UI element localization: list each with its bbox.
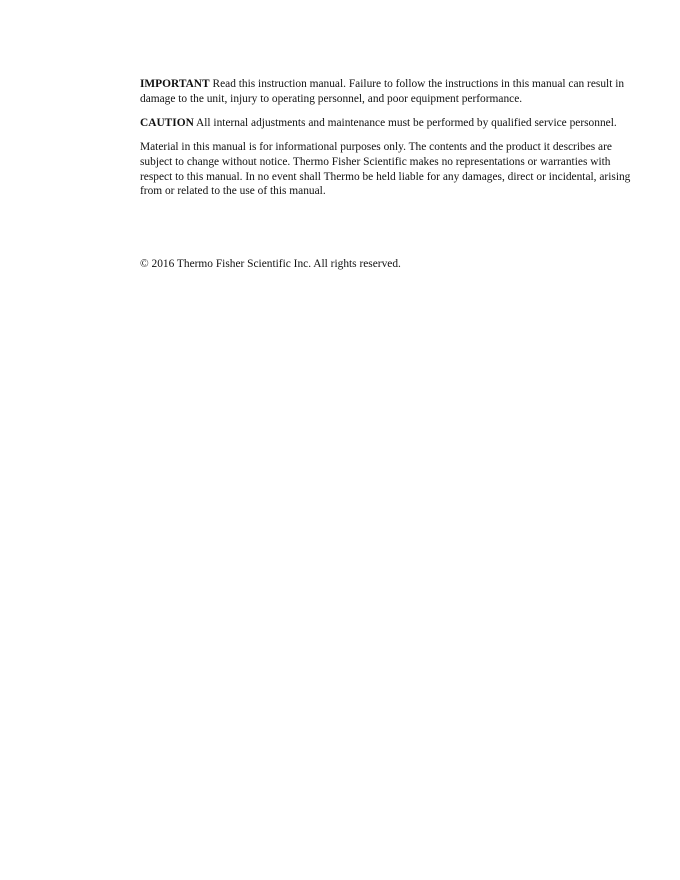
copyright-text: © 2016 Thermo Fisher Scientific Inc. All rights reserved. bbox=[140, 258, 401, 270]
important-notice bbox=[140, 77, 632, 107]
material-disclaimer bbox=[140, 140, 632, 199]
caution-text: All internal adjustments and maintenance must be performed by qualified service personnel. bbox=[196, 117, 617, 129]
copyright-notice bbox=[140, 257, 632, 272]
important-label: IMPORTANT bbox=[140, 78, 210, 90]
caution-notice bbox=[140, 116, 632, 131]
caution-label: CAUTION bbox=[140, 117, 194, 129]
important-text: Read this instruction manual. Failure to follow the instructions in this manual can result in damage to the unit, injury to operating personnel, and poor equipment performance. bbox=[140, 78, 625, 105]
material-text: Material in this manual is for informational purposes only. The contents and the product it describes are subject to change without notice. Thermo Fisher Scientific makes no representations or warranties with respect to this manual. In no event shall Thermo be held liable for any damages, direct or incidental, arising from or related to the use of this manual. bbox=[140, 141, 631, 198]
